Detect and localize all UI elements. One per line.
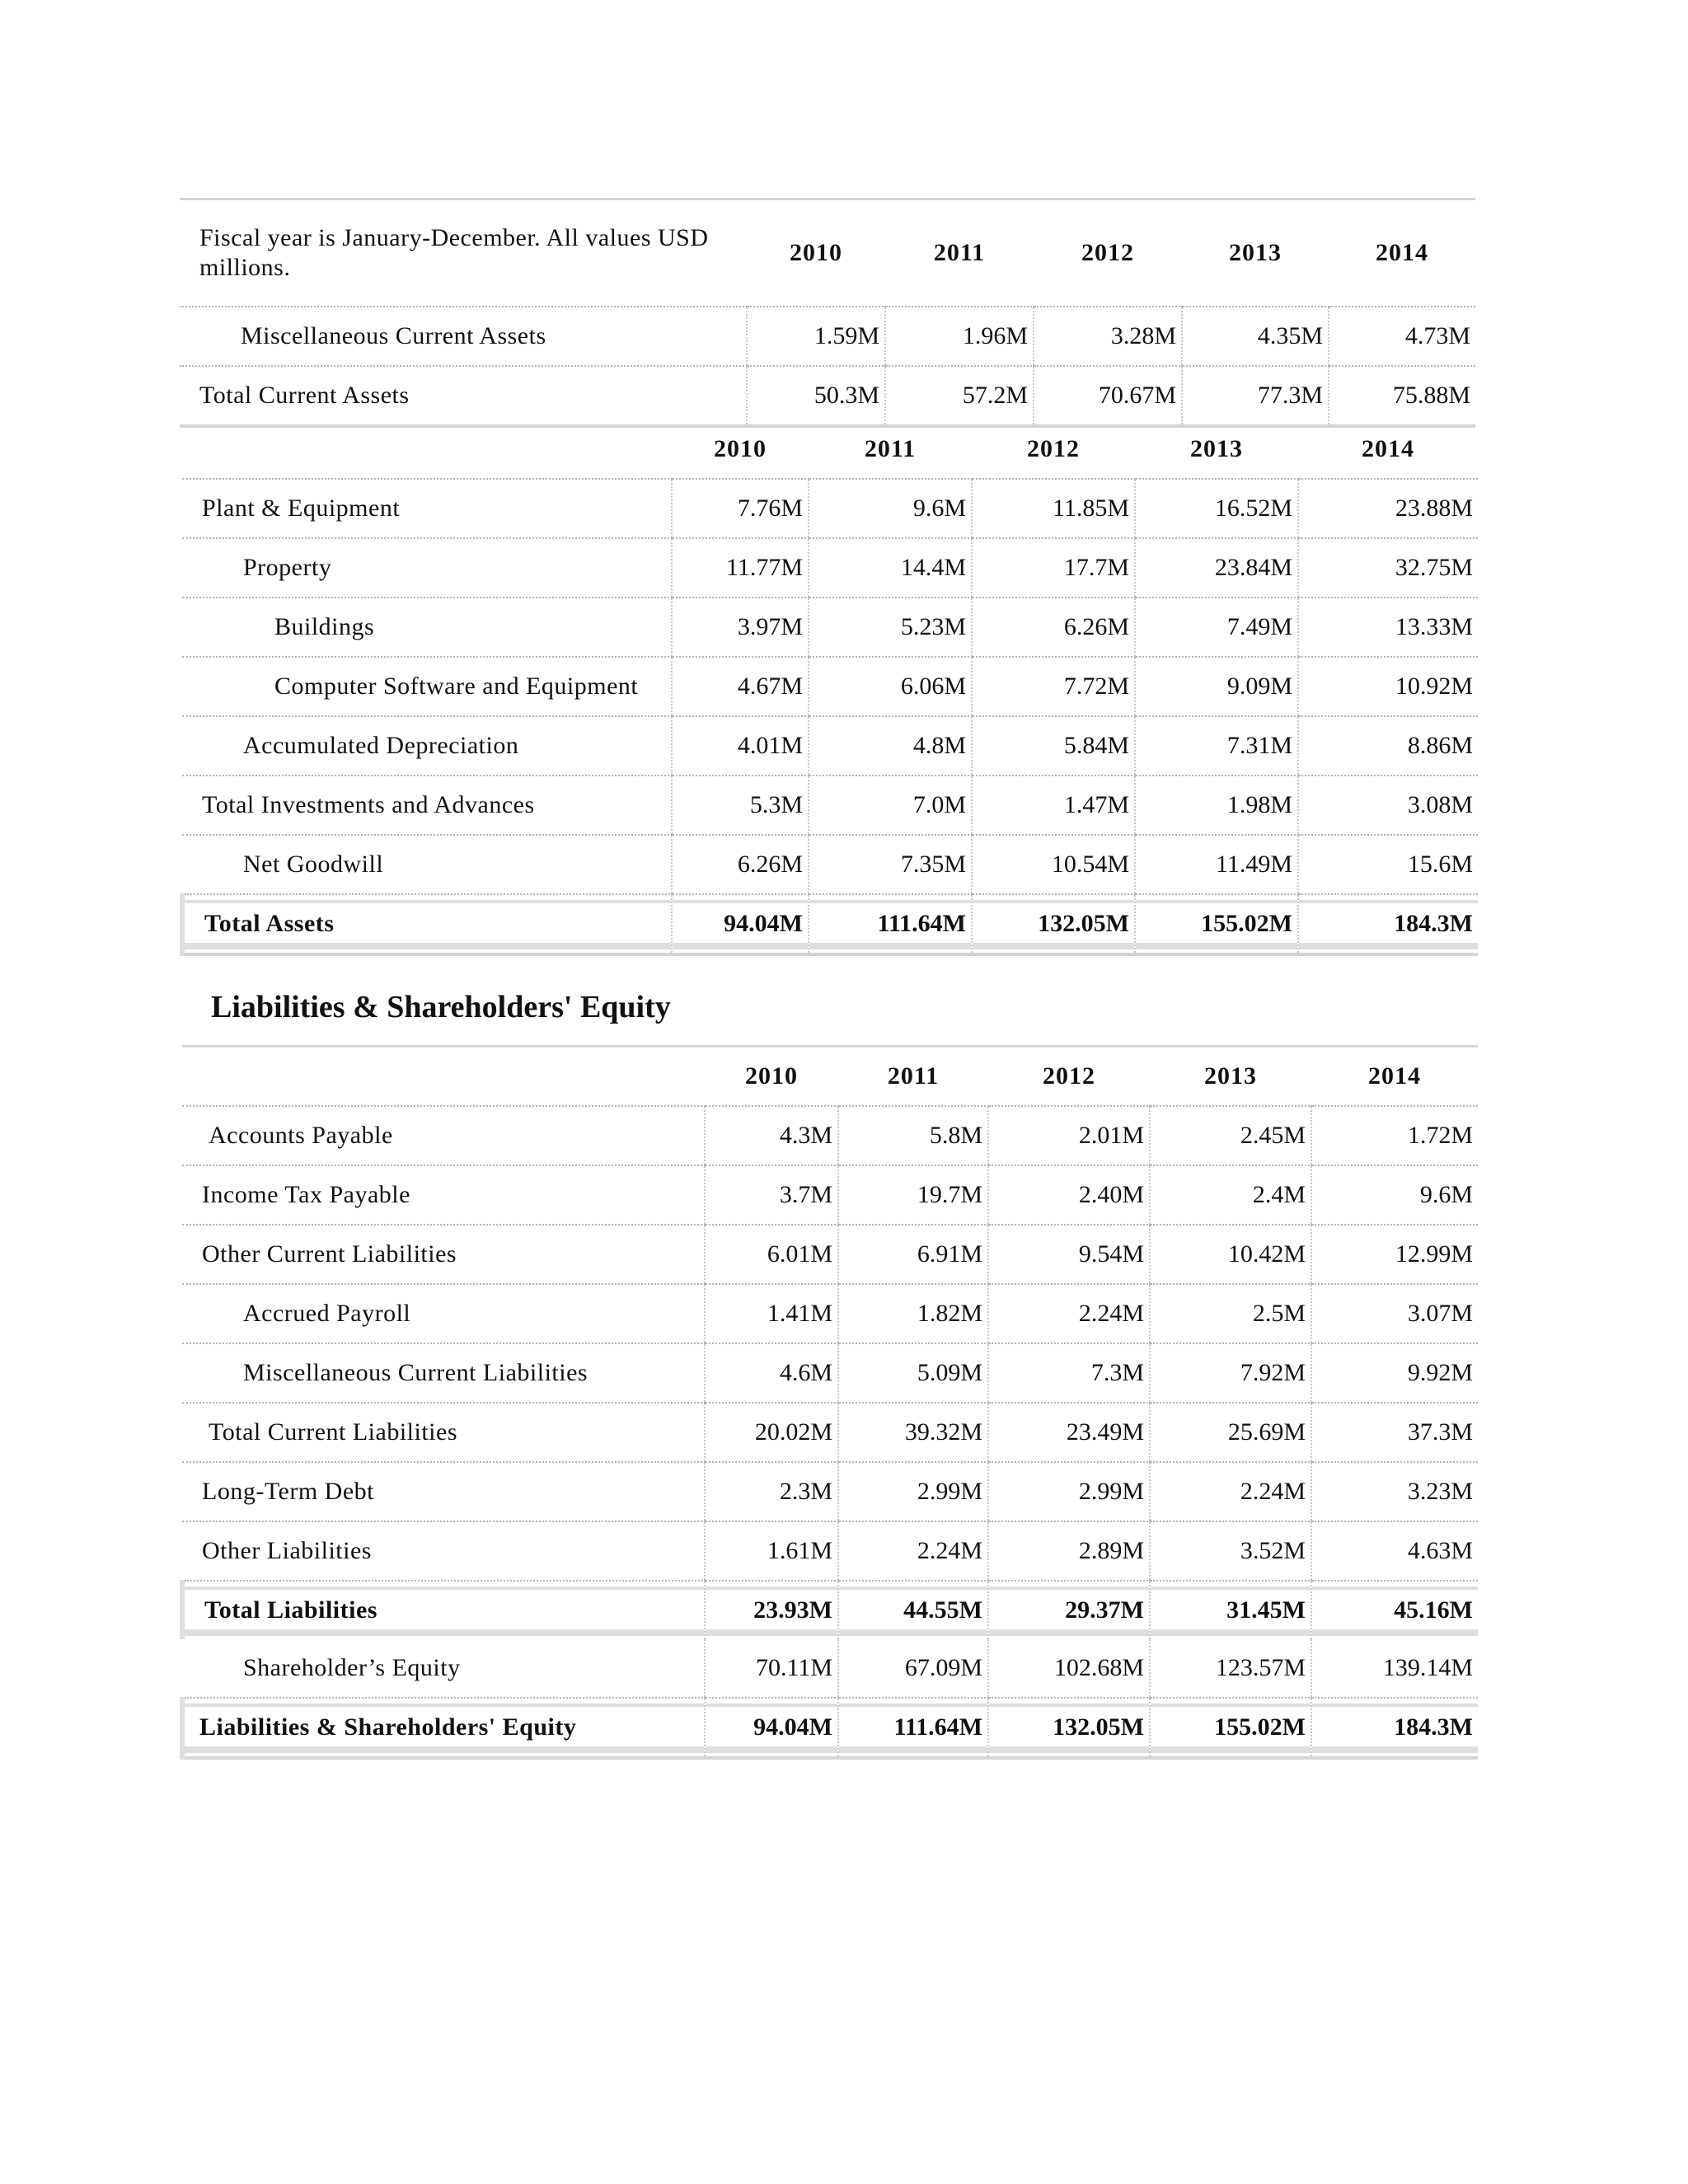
cell-value: 155.02M <box>1135 894 1298 954</box>
year-header: 2014 <box>1329 199 1475 307</box>
row-label: Buildings <box>182 598 672 657</box>
cell-value: 16.52M <box>1135 479 1298 538</box>
cell-value: 4.35M <box>1182 307 1329 366</box>
cell-value: 5.84M <box>972 716 1135 776</box>
cell-value: 9.6M <box>1311 1165 1478 1225</box>
header-blank <box>182 1047 705 1107</box>
table-header-row <box>182 420 1478 479</box>
current-assets-table <box>180 198 1475 428</box>
cell-value: 7.76M <box>672 479 809 538</box>
row-label: Long-Term Debt <box>182 1462 705 1521</box>
cell-value: 50.3M <box>747 366 885 426</box>
cell-value: 44.55M <box>838 1581 988 1639</box>
cell-value: 2.40M <box>988 1165 1150 1225</box>
cell-value: 29.37M <box>988 1581 1150 1639</box>
cell-value: 123.57M <box>1150 1639 1311 1698</box>
cell-value: 6.01M <box>705 1225 838 1284</box>
cell-value: 3.08M <box>1298 776 1478 835</box>
cell-value: 31.45M <box>1150 1581 1311 1639</box>
cell-value: 94.04M <box>672 894 809 954</box>
row-label: Income Tax Payable <box>182 1165 705 1225</box>
row-label: Total Liabilities <box>182 1581 705 1639</box>
cell-value: 11.85M <box>972 479 1135 538</box>
year-header: 2011 <box>838 1047 988 1107</box>
table-header-row <box>182 1047 1478 1107</box>
cell-value: 7.0M <box>809 776 972 835</box>
cell-value: 5.3M <box>672 776 809 835</box>
cell-value: 1.98M <box>1135 776 1298 835</box>
row-label: Total Investments and Advances <box>182 776 672 835</box>
table-row <box>182 1225 1478 1284</box>
cell-value: 2.45M <box>1150 1106 1311 1165</box>
cell-value: 102.68M <box>988 1639 1150 1698</box>
total-liabilities-row <box>182 1581 1478 1639</box>
cell-value: 45.16M <box>1311 1581 1478 1639</box>
cell-value: 6.91M <box>838 1225 988 1284</box>
cell-value: 7.31M <box>1135 716 1298 776</box>
cell-value: 70.11M <box>705 1639 838 1698</box>
header-blank <box>182 420 672 479</box>
row-label: Other Current Liabilities <box>182 1225 705 1284</box>
cell-value: 7.35M <box>809 835 972 894</box>
cell-value: 3.07M <box>1311 1284 1478 1343</box>
cell-value: 37.3M <box>1311 1403 1478 1462</box>
cell-value: 7.49M <box>1135 598 1298 657</box>
cell-value: 184.3M <box>1311 1698 1478 1758</box>
cell-value: 39.32M <box>838 1403 988 1462</box>
cell-value: 4.6M <box>705 1343 838 1403</box>
cell-value: 5.09M <box>838 1343 988 1403</box>
cell-value: 4.63M <box>1311 1521 1478 1581</box>
cell-value: 2.3M <box>705 1462 838 1521</box>
row-label: Plant & Equipment <box>182 479 672 538</box>
cell-value: 11.49M <box>1135 835 1298 894</box>
row-label: Property <box>182 538 672 598</box>
cell-value: 4.73M <box>1329 307 1475 366</box>
row-label: Shareholder’s Equity <box>182 1639 705 1698</box>
year-header: 2012 <box>972 420 1135 479</box>
cell-value: 4.01M <box>672 716 809 776</box>
cell-value: 3.28M <box>1034 307 1182 366</box>
cell-value: 7.72M <box>972 657 1135 716</box>
table-row <box>180 307 1475 366</box>
table-row <box>180 366 1475 426</box>
table-row <box>182 776 1478 835</box>
table-row <box>182 1165 1478 1225</box>
table-header-row <box>180 199 1475 307</box>
table-row <box>182 1284 1478 1343</box>
cell-value: 7.3M <box>988 1343 1150 1403</box>
cell-value: 1.61M <box>705 1521 838 1581</box>
cell-value: 2.01M <box>988 1106 1150 1165</box>
cell-value: 111.64M <box>809 894 972 954</box>
cell-value: 2.5M <box>1150 1284 1311 1343</box>
cell-value: 6.26M <box>672 835 809 894</box>
cell-value: 1.41M <box>705 1284 838 1343</box>
long-term-assets-table <box>180 420 1478 956</box>
section-title: Liabilities & Shareholders' Equity <box>211 990 671 1024</box>
total-liabilities-equity-row <box>182 1698 1478 1758</box>
cell-value: 8.86M <box>1298 716 1478 776</box>
year-header: 2011 <box>885 199 1034 307</box>
row-label: Total Current Assets <box>180 366 747 426</box>
cell-value: 132.05M <box>988 1698 1150 1758</box>
cell-value: 10.42M <box>1150 1225 1311 1284</box>
cell-value: 132.05M <box>972 894 1135 954</box>
cell-value: 25.69M <box>1150 1403 1311 1462</box>
cell-value: 139.14M <box>1311 1639 1478 1698</box>
cell-value: 9.54M <box>988 1225 1150 1284</box>
cell-value: 57.2M <box>885 366 1034 426</box>
cell-value: 94.04M <box>705 1698 838 1758</box>
cell-value: 1.72M <box>1311 1106 1478 1165</box>
row-label: Liabilities & Shareholders' Equity <box>182 1698 705 1758</box>
cell-value: 23.84M <box>1135 538 1298 598</box>
cell-value: 1.59M <box>747 307 885 366</box>
row-label: Computer Software and Equipment <box>182 657 672 716</box>
row-label: Accounts Payable <box>182 1106 705 1165</box>
cell-value: 2.24M <box>988 1284 1150 1343</box>
year-header: 2010 <box>747 199 885 307</box>
cell-value: 3.7M <box>705 1165 838 1225</box>
table-row <box>182 716 1478 776</box>
cell-value: 15.6M <box>1298 835 1478 894</box>
cell-value: 155.02M <box>1150 1698 1311 1758</box>
cell-value: 9.09M <box>1135 657 1298 716</box>
table-row <box>182 479 1478 538</box>
cell-value: 5.23M <box>809 598 972 657</box>
cell-value: 2.99M <box>838 1462 988 1521</box>
cell-value: 4.67M <box>672 657 809 716</box>
row-label: Miscellaneous Current Liabilities <box>182 1343 705 1403</box>
row-label: Net Goodwill <box>182 835 672 894</box>
year-header: 2013 <box>1135 420 1298 479</box>
row-label: Accumulated Depreciation <box>182 716 672 776</box>
table-row <box>182 1343 1478 1403</box>
cell-value: 2.24M <box>838 1521 988 1581</box>
row-label: Miscellaneous Current Assets <box>180 307 747 366</box>
cell-value: 1.47M <box>972 776 1135 835</box>
cell-value: 6.26M <box>972 598 1135 657</box>
row-label: Other Liabilities <box>182 1521 705 1581</box>
cell-value: 12.99M <box>1311 1225 1478 1284</box>
year-header: 2012 <box>988 1047 1150 1107</box>
year-header: 2013 <box>1182 199 1329 307</box>
cell-value: 70.67M <box>1034 366 1182 426</box>
year-header: 2014 <box>1311 1047 1478 1107</box>
cell-value: 67.09M <box>838 1639 988 1698</box>
table-row <box>182 538 1478 598</box>
cell-value: 3.52M <box>1150 1521 1311 1581</box>
cell-value: 4.8M <box>809 716 972 776</box>
cell-value: 2.89M <box>988 1521 1150 1581</box>
year-header: 2010 <box>672 420 809 479</box>
cell-value: 6.06M <box>809 657 972 716</box>
table-row <box>182 1521 1478 1581</box>
table-row <box>182 598 1478 657</box>
table-row <box>182 657 1478 716</box>
year-header: 2011 <box>809 420 972 479</box>
cell-value: 75.88M <box>1329 366 1475 426</box>
cell-value: 9.6M <box>809 479 972 538</box>
cell-value: 23.88M <box>1298 479 1478 538</box>
cell-value: 23.93M <box>705 1581 838 1639</box>
cell-value: 1.96M <box>885 307 1034 366</box>
cell-value: 1.82M <box>838 1284 988 1343</box>
cell-value: 20.02M <box>705 1403 838 1462</box>
year-header: 2014 <box>1298 420 1478 479</box>
cell-value: 7.92M <box>1150 1343 1311 1403</box>
year-header: 2012 <box>1034 199 1182 307</box>
table-row <box>182 1403 1478 1462</box>
cell-value: 10.54M <box>972 835 1135 894</box>
fiscal-year-note: Fiscal year is January-December. All values USD millions. <box>180 199 747 307</box>
cell-value: 5.8M <box>838 1106 988 1165</box>
total-assets-row <box>182 894 1478 954</box>
row-label: Total Assets <box>182 894 672 954</box>
cell-value: 9.92M <box>1311 1343 1478 1403</box>
row-label: Total Current Liabilities <box>182 1403 705 1462</box>
cell-value: 184.3M <box>1298 894 1478 954</box>
cell-value: 2.99M <box>988 1462 1150 1521</box>
cell-value: 3.23M <box>1311 1462 1478 1521</box>
cell-value: 4.3M <box>705 1106 838 1165</box>
cell-value: 77.3M <box>1182 366 1329 426</box>
liabilities-table <box>180 1045 1478 1760</box>
year-header: 2013 <box>1150 1047 1311 1107</box>
cell-value: 23.49M <box>988 1403 1150 1462</box>
cell-value: 14.4M <box>809 538 972 598</box>
cell-value: 2.24M <box>1150 1462 1311 1521</box>
cell-value: 3.97M <box>672 598 809 657</box>
cell-value: 19.7M <box>838 1165 988 1225</box>
cell-value: 11.77M <box>672 538 809 598</box>
cell-value: 13.33M <box>1298 598 1478 657</box>
table-row <box>182 1639 1478 1698</box>
cell-value: 32.75M <box>1298 538 1478 598</box>
table-row <box>182 1462 1478 1521</box>
cell-value: 2.4M <box>1150 1165 1311 1225</box>
year-header: 2010 <box>705 1047 838 1107</box>
table-row <box>182 1106 1478 1165</box>
cell-value: 10.92M <box>1298 657 1478 716</box>
cell-value: 17.7M <box>972 538 1135 598</box>
table-row <box>182 835 1478 894</box>
cell-value: 111.64M <box>838 1698 988 1758</box>
row-label: Accrued Payroll <box>182 1284 705 1343</box>
